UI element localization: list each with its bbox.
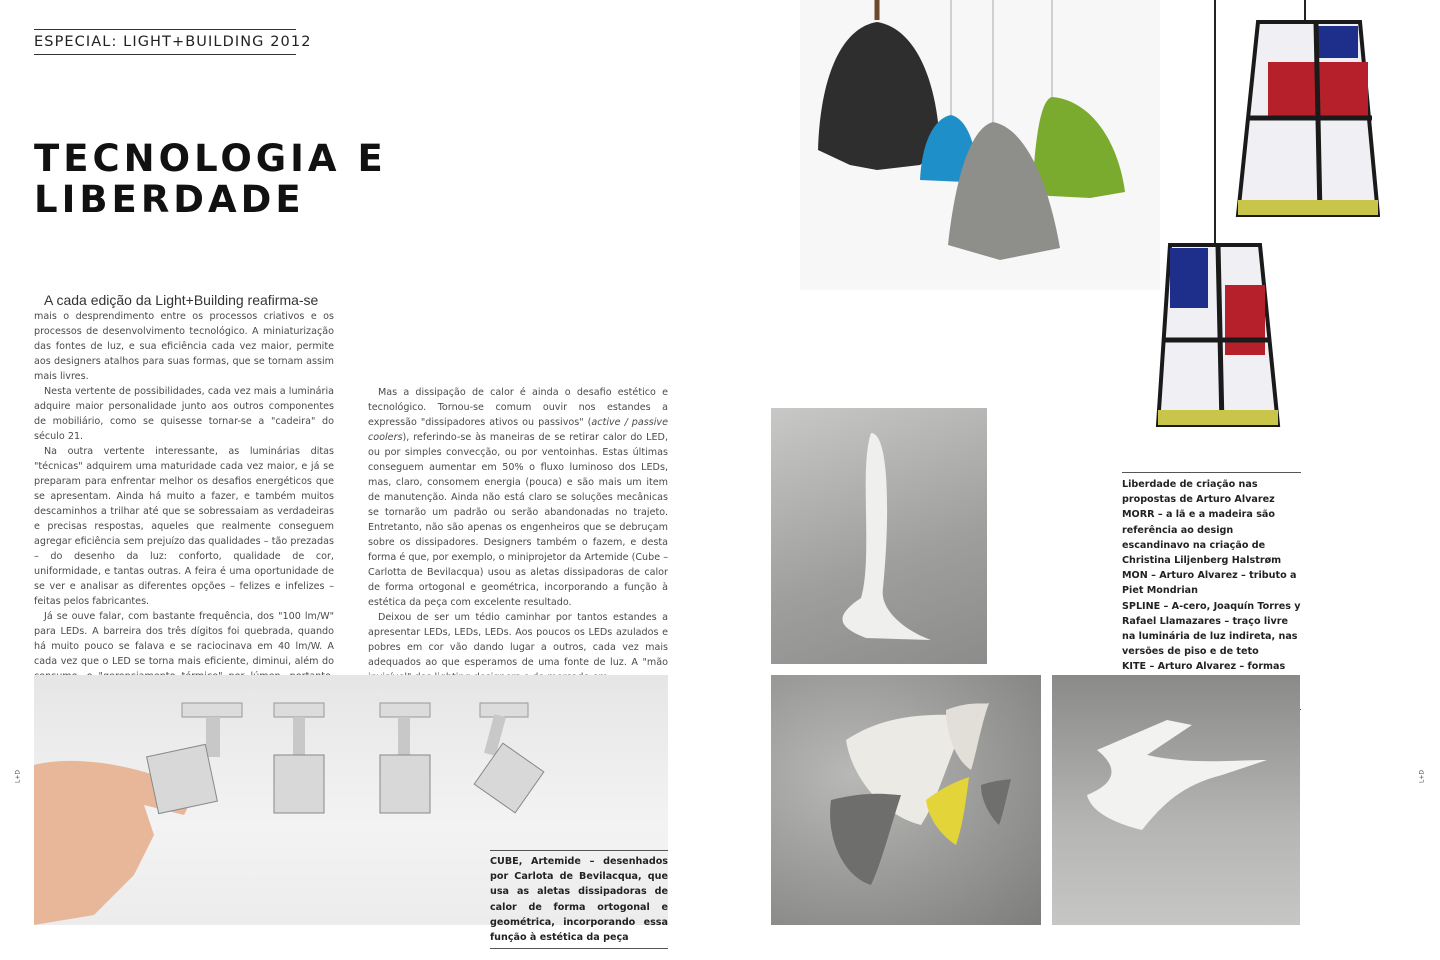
- caption-line: MON – Arturo Alvarez – tributo a Piet Mondrian: [1122, 570, 1297, 597]
- morr-pendants-illustration: [800, 0, 1160, 290]
- section-header-text: ESPECIAL: LIGHT+BUILDING 2012: [34, 34, 312, 50]
- paragraph-italic: active / passive coolers: [368, 417, 669, 443]
- paragraph-text: ), referindo-se às maneiras de se retirar calor do LED, ou por simples convecção, ou por ventoinhas. Estas últimas conseguem aumentar em 50% o fluxo luminoso dos LEDs, mas, claro, consomem energia (pouca) e são mais um item de manutenção. Ainda não está claro se soluções mecânicas se tornarão um padrão ou serão abandonadas no trajeto. Entretanto, não são apenas os engenheiros que se debruçam sobre os dissipadores. Designers também o fazem, e desta forma é que, por exemplo, o miniprojetor da Artemide (Cube – Carlotta de Bevilacqua) usou as aletas dissipadoras de calor de forma ortogonal e geométrica, incorporando a função à estética da peça com excelente resultado.: [368, 432, 668, 608]
- title-line-2: LIBERDADE: [34, 178, 305, 221]
- paragraph-text: Mas a dissipação de calor é ainda o desafio estético e tecnológico. Tornou-se comum ouvir nos estandes a expressão "dissipadores ativos ou passivos" (: [368, 387, 668, 428]
- paragraph: Nesta vertente de possibilidades, cada vez mais a luminária adquire maior personalidade junto aos outros componentes de mobiliário, como se quisesse tornar-se a "cadeira" do século 21.: [34, 386, 334, 442]
- morr-pendants-photo: [800, 0, 1160, 290]
- spline-floor-illustration: [771, 408, 987, 664]
- article-column-1: [34, 292, 334, 714]
- spline-floor-lamp-photo: [771, 408, 987, 664]
- spline-ceiling-illustration: [1052, 675, 1300, 925]
- article-title: [34, 138, 454, 220]
- kite-illustration: [771, 675, 1041, 925]
- lead-text: A cada edição da Light+Building reafirma-se: [44, 292, 319, 308]
- caption-cube: CUBE, Artemide – desenhados por Carlota de Bevilacqua, que usa as aletas dissipadoras de calor de forma ortogonal e geométrica, incorporando essa função à estética da peça: [490, 850, 668, 949]
- paragraph: Na outra vertente interessante, as luminárias ditas "técnicas" adquirem uma maturidade cada vez maior, e já se preparam para enfrentar melhor os desafios energéticos que se apresentam. Ainda há muito a fazer, e também muitos descaminhos a trilhar até que se sobressaiam as verdadeiras e precisas respostas, aqueles que realmente conseguem agregar eficiência sem prejuízo das qualidades – tão prezadas – do desenho da luz: conforto, qualidade de cor, uniformidade, e tantas outras. A feira é uma oportunidade de se ver e analisar as diferentes opções – felizes e infelizes – feitas pelos fabricantes.: [34, 446, 334, 607]
- paragraph: Deixou de ser um tédio caminhar por tantos estandes a apresentar LEDs, LEDs, LEDs. Aos poucos os LEDs azulados e pobres em cor vão dando lugar a outros, cada vez mais adequados ao que esperamos de uma fonte de luz. A "mão: [368, 612, 668, 668]
- caption-line: Liberdade de criação nas propostas de Arturo Alvarez: [1122, 479, 1275, 506]
- mon-pendants-photo: [1120, 0, 1380, 440]
- article-column-2: [368, 385, 668, 685]
- page-mark-right: L+D: [1418, 770, 1426, 783]
- page-mark-left: L+D: [14, 770, 22, 783]
- kite-lamps-photo: [771, 675, 1041, 925]
- paragraph: Já se ouve falar, com bastante frequência, dos "100 lm/W" para LEDs. A barreira dos três dígitos foi quebrada, quando há muito pouco se falava e se raciocinava em 40 lm/W. A cada vez que o LED se torna mais eficiente, diminui, além do: [34, 611, 334, 667]
- caption-line: MORR – a lã e a madeira são referência ao design escandinavo na criação de Christina Liljenberg Halstrøm: [1122, 509, 1282, 567]
- title-line-1: TECNOLOGIA E: [34, 137, 387, 180]
- spline-ceiling-lamp-photo: [1052, 675, 1300, 925]
- paragraph: [368, 385, 668, 610]
- section-header: [34, 29, 312, 55]
- caption-line: SPLINE – A-cero, Joaquín Torres y Rafael Llamazares – traço livre na luminária de luz indireta, nas versões de piso e de teto: [1122, 600, 1301, 658]
- paragraph: mais o desprendimento entre os processos criativos e os processos de desenvolvimento tecnológico. A miniaturização das fontes de luz, e sua eficiência cada vez maior, permite aos designers atalhos para suas formas, que se tornam assim mais livres.: [34, 311, 334, 382]
- caption-line: KITE – Arturo Alvarez – formas: [1122, 661, 1286, 673]
- mon-pendants-illustration: [1120, 0, 1380, 440]
